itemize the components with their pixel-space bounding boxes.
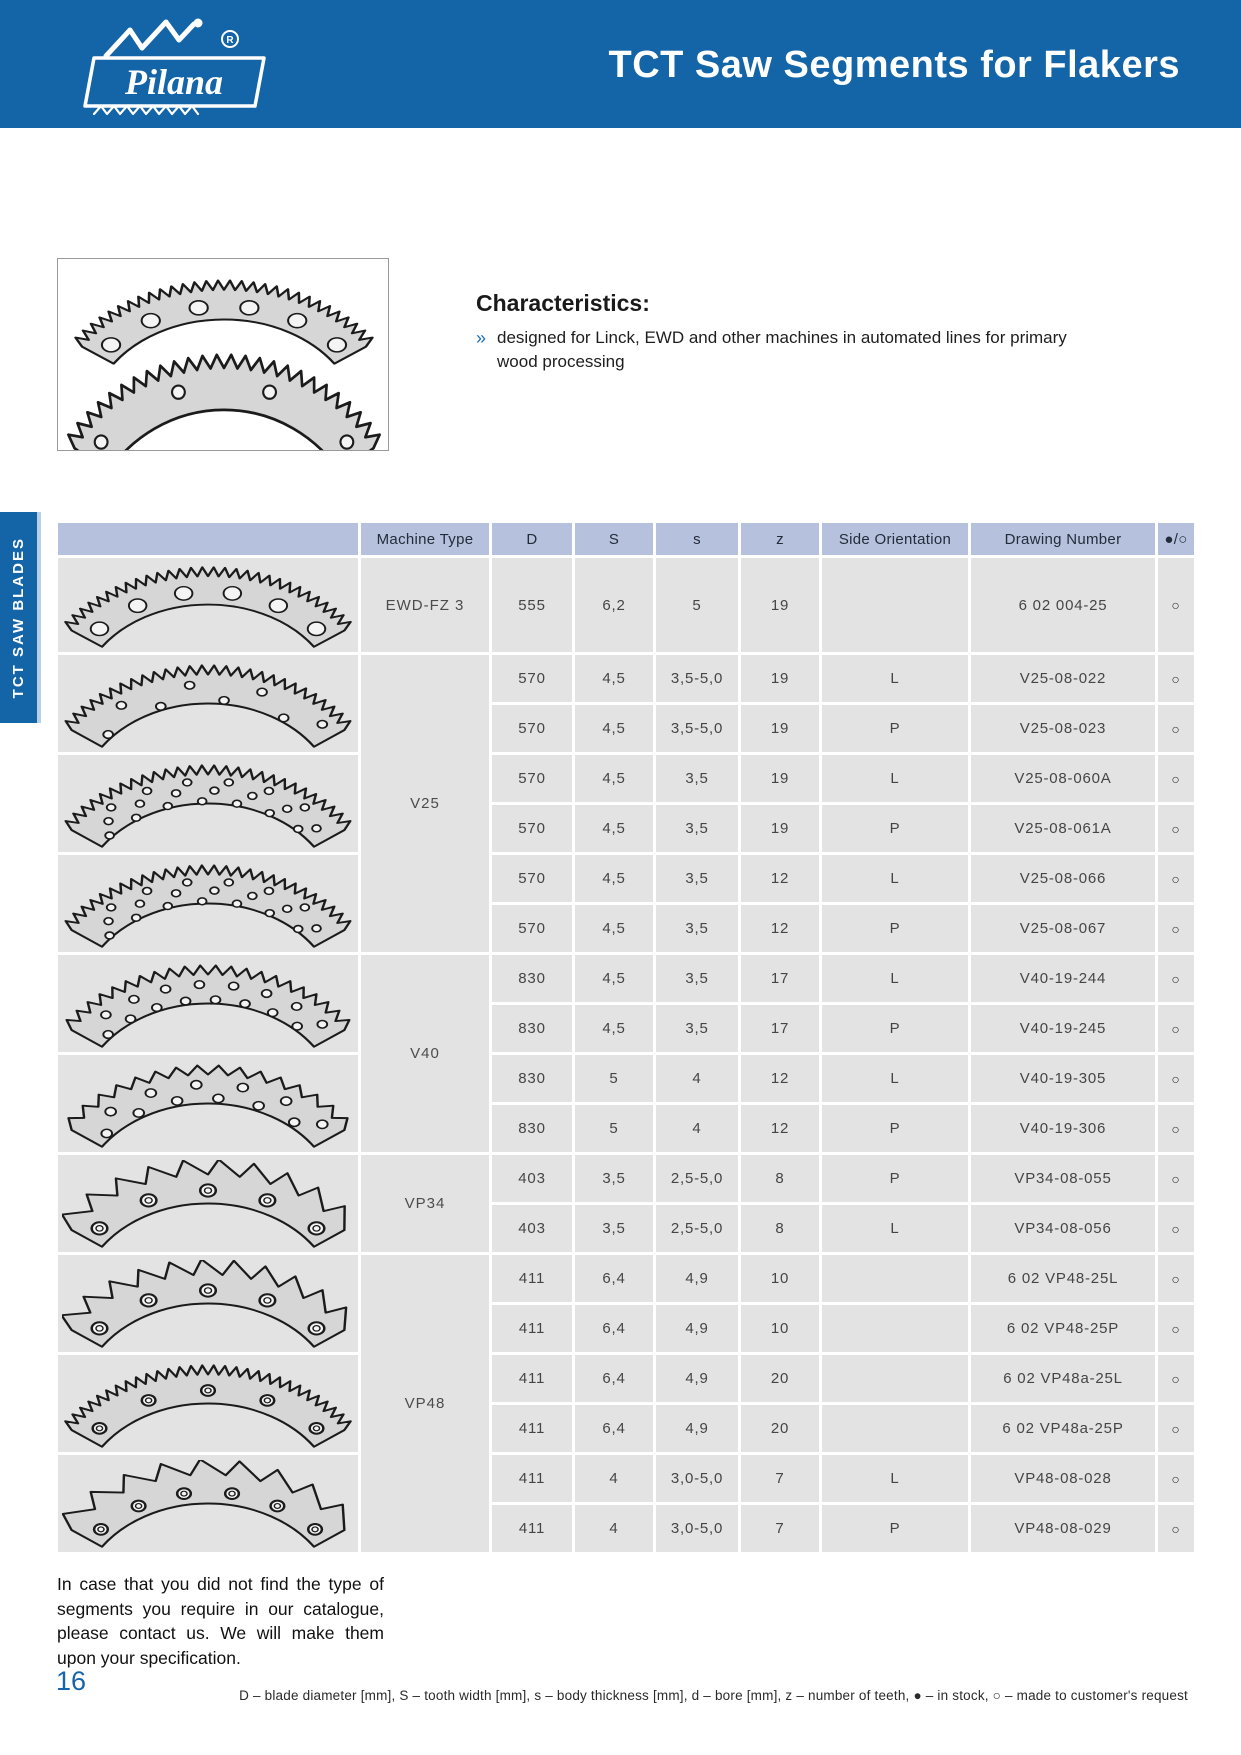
cell-side — [822, 1255, 968, 1302]
characteristics-section — [476, 290, 1116, 374]
cell-D: 830 — [492, 1105, 572, 1152]
cell-s: 3,0-5,0 — [656, 1505, 738, 1552]
cell-S: 6,4 — [575, 1255, 653, 1302]
column-header-image — [58, 523, 358, 555]
cell-D: 830 — [492, 955, 572, 1002]
cell-stock: ○ — [1158, 1355, 1194, 1402]
cell-side — [822, 1405, 968, 1452]
column-header-s: s — [656, 523, 738, 555]
table-row — [58, 558, 1194, 652]
cell-S: 4,5 — [575, 805, 653, 852]
cell-D: 570 — [492, 855, 572, 902]
cell-drawing: VP48-08-029 — [971, 1505, 1155, 1552]
table-row — [58, 755, 1194, 802]
cell-z: 7 — [741, 1455, 819, 1502]
saw-segment-icon — [62, 1060, 354, 1150]
segment-image-v40-a — [58, 955, 358, 1052]
saw-segment-icon — [62, 760, 354, 850]
cell-D: 403 — [492, 1155, 572, 1202]
cell-stock: ○ — [1158, 1005, 1194, 1052]
machine-type-cell: VP48 — [361, 1255, 489, 1552]
machine-type-cell: EWD-FZ 3 — [361, 558, 489, 652]
machine-type-cell: VP34 — [361, 1155, 489, 1252]
cell-z: 8 — [741, 1155, 819, 1202]
cell-z: 19 — [741, 755, 819, 802]
cell-drawing: 6 02 004-25 — [971, 558, 1155, 652]
cell-D: 411 — [492, 1505, 572, 1552]
cell-stock: ○ — [1158, 755, 1194, 802]
saw-segment-icon — [62, 562, 354, 650]
cell-s: 4,9 — [656, 1355, 738, 1402]
segment-image-v25-a — [58, 655, 358, 752]
cell-S: 5 — [575, 1105, 653, 1152]
cell-z: 20 — [741, 1355, 819, 1402]
cell-D: 403 — [492, 1205, 572, 1252]
table-row — [58, 955, 1194, 1002]
cell-S: 4,5 — [575, 855, 653, 902]
cell-stock: ○ — [1158, 1305, 1194, 1352]
cell-stock: ○ — [1158, 905, 1194, 952]
cell-D: 411 — [492, 1455, 572, 1502]
table-row — [58, 1055, 1194, 1102]
cell-stock: ○ — [1158, 855, 1194, 902]
cell-drawing: 6 02 VP48a-25P — [971, 1405, 1155, 1452]
cell-z: 19 — [741, 705, 819, 752]
cell-S: 6,4 — [575, 1355, 653, 1402]
cell-s: 4,9 — [656, 1255, 738, 1302]
cell-side — [822, 1355, 968, 1402]
table-row — [58, 855, 1194, 902]
cell-stock: ○ — [1158, 558, 1194, 652]
cell-side: L — [822, 655, 968, 702]
cell-stock: ○ — [1158, 1405, 1194, 1452]
cell-D: 411 — [492, 1355, 572, 1402]
characteristics-bullet — [476, 326, 1116, 374]
cell-S: 4,5 — [575, 705, 653, 752]
cell-z: 10 — [741, 1255, 819, 1302]
cell-stock: ○ — [1158, 1255, 1194, 1302]
segment-image-v25-b — [58, 755, 358, 852]
machine-type-cell: V25 — [361, 655, 489, 952]
cell-z: 17 — [741, 1005, 819, 1052]
cell-drawing: VP48-08-028 — [971, 1455, 1155, 1502]
segment-image-vp34 — [58, 1155, 358, 1252]
cell-side: P — [822, 1105, 968, 1152]
cell-stock: ○ — [1158, 1105, 1194, 1152]
cell-S: 4,5 — [575, 655, 653, 702]
cell-s: 4,9 — [656, 1305, 738, 1352]
cell-drawing: V25-08-066 — [971, 855, 1155, 902]
sidebar-tab-label: TCT SAW BLADES — [10, 536, 27, 699]
column-header-machine-type: Machine Type — [361, 523, 489, 555]
cell-drawing: V25-08-067 — [971, 905, 1155, 952]
segment-image-vp48-b — [58, 1355, 358, 1452]
cell-s: 4 — [656, 1105, 738, 1152]
cell-z: 12 — [741, 905, 819, 952]
table-row — [58, 1155, 1194, 1202]
cell-s: 2,5-5,0 — [656, 1205, 738, 1252]
cell-side: L — [822, 1055, 968, 1102]
page-title: TCT Saw Segments for Flakers — [608, 44, 1180, 86]
cell-D: 830 — [492, 1005, 572, 1052]
column-header-stock: ●/○ — [1158, 523, 1194, 555]
registered-mark: R — [226, 35, 234, 46]
cell-s: 3,5-5,0 — [656, 705, 738, 752]
table-row — [58, 1255, 1194, 1302]
cell-D: 830 — [492, 1055, 572, 1102]
table-row — [58, 655, 1194, 702]
cell-side: P — [822, 1505, 968, 1552]
saw-segment-photo-bottom — [64, 347, 384, 451]
cell-drawing: 6 02 VP48a-25L — [971, 1355, 1155, 1402]
cell-drawing: V40-19-305 — [971, 1055, 1155, 1102]
segment-image-vp48-c — [58, 1455, 358, 1552]
segment-image-ewd — [58, 558, 358, 652]
cell-D: 570 — [492, 805, 572, 852]
cell-side: P — [822, 1155, 968, 1202]
table-header-row — [58, 523, 1194, 555]
cell-drawing: VP34-08-056 — [971, 1205, 1155, 1252]
sidebar-tab-tct-saw-blades — [0, 512, 41, 723]
cell-z: 12 — [741, 855, 819, 902]
cell-side: L — [822, 955, 968, 1002]
page-number: 16 — [56, 1666, 87, 1696]
cell-z: 20 — [741, 1405, 819, 1452]
product-photo-box — [57, 258, 389, 451]
segment-image-v40-b — [58, 1055, 358, 1152]
segments-table — [55, 520, 1197, 1555]
cell-s: 4,9 — [656, 1405, 738, 1452]
cell-stock: ○ — [1158, 705, 1194, 752]
cell-z: 17 — [741, 955, 819, 1002]
segment-image-vp48-a — [58, 1255, 358, 1352]
cell-z: 19 — [741, 558, 819, 652]
cell-z: 19 — [741, 805, 819, 852]
cell-z: 19 — [741, 655, 819, 702]
cell-s: 3,5 — [656, 955, 738, 1002]
machine-type-cell: V40 — [361, 955, 489, 1152]
cell-stock: ○ — [1158, 1455, 1194, 1502]
cell-D: 411 — [492, 1305, 572, 1352]
table-row — [58, 1455, 1194, 1502]
cell-s: 3,5 — [656, 855, 738, 902]
bullet-marker: » — [476, 328, 487, 348]
pilana-logo-icon — [78, 14, 288, 119]
column-header-D: D — [492, 523, 572, 555]
saw-segment-icon — [62, 1460, 354, 1550]
cell-D: 555 — [492, 558, 572, 652]
cell-drawing: V40-19-244 — [971, 955, 1155, 1002]
cell-stock: ○ — [1158, 1505, 1194, 1552]
cell-s: 3,5 — [656, 905, 738, 952]
cell-side: L — [822, 755, 968, 802]
cell-side: P — [822, 905, 968, 952]
column-header-side-orientation: Side Orientation — [822, 523, 968, 555]
saw-segment-icon — [62, 1160, 354, 1250]
cell-S: 4 — [575, 1455, 653, 1502]
cell-stock: ○ — [1158, 655, 1194, 702]
cell-S: 6,2 — [575, 558, 653, 652]
cell-D: 570 — [492, 655, 572, 702]
cell-drawing: VP34-08-055 — [971, 1155, 1155, 1202]
footnote-legend: D – blade diameter [mm], S – tooth width [mm], s – body thickness [mm], d – bore [mm], z – number of teeth, ● – in stock, ○ – made to customer's request — [239, 1688, 1188, 1703]
segment-image-v25-c — [58, 855, 358, 952]
cell-drawing: V25-08-023 — [971, 705, 1155, 752]
cell-drawing: 6 02 VP48-25L — [971, 1255, 1155, 1302]
cell-drawing: V40-19-245 — [971, 1005, 1155, 1052]
cell-D: 411 — [492, 1255, 572, 1302]
saw-segment-icon — [62, 960, 354, 1050]
saw-segment-icon — [62, 660, 354, 750]
cell-stock: ○ — [1158, 1205, 1194, 1252]
cell-z: 12 — [741, 1105, 819, 1152]
cell-side: L — [822, 1205, 968, 1252]
cell-S: 3,5 — [575, 1205, 653, 1252]
cell-z: 12 — [741, 1055, 819, 1102]
contact-note: In case that you did not find the type of segments you require in our catalogue, please contact us. We will make them upon your specification. — [57, 1574, 384, 1668]
saw-segment-icon — [62, 860, 354, 950]
saw-segment-icon — [62, 1360, 354, 1450]
cell-S: 4,5 — [575, 755, 653, 802]
cell-stock: ○ — [1158, 1155, 1194, 1202]
cell-side: L — [822, 1455, 968, 1502]
characteristics-heading: Characteristics: — [476, 290, 650, 316]
segments-table-wrap — [55, 520, 1197, 1555]
cell-D: 411 — [492, 1405, 572, 1452]
cell-side: P — [822, 805, 968, 852]
table-row — [58, 1355, 1194, 1402]
logo-wordmark: Pilana — [124, 62, 224, 102]
cell-S: 4 — [575, 1505, 653, 1552]
cell-stock: ○ — [1158, 1055, 1194, 1102]
cell-S: 3,5 — [575, 1155, 653, 1202]
cell-side — [822, 558, 968, 652]
cell-z: 10 — [741, 1305, 819, 1352]
cell-D: 570 — [492, 705, 572, 752]
cell-s: 5 — [656, 558, 738, 652]
cell-S: 4,5 — [575, 955, 653, 1002]
cell-drawing: 6 02 VP48-25P — [971, 1305, 1155, 1352]
cell-side: P — [822, 1005, 968, 1052]
cell-S: 6,4 — [575, 1305, 653, 1352]
cell-drawing: V25-08-022 — [971, 655, 1155, 702]
cell-side: L — [822, 855, 968, 902]
cell-z: 8 — [741, 1205, 819, 1252]
cell-z: 7 — [741, 1505, 819, 1552]
cell-S: 6,4 — [575, 1405, 653, 1452]
cell-drawing: V40-19-306 — [971, 1105, 1155, 1152]
cell-stock: ○ — [1158, 955, 1194, 1002]
column-header-drawing-number: Drawing Number — [971, 523, 1155, 555]
cell-D: 570 — [492, 755, 572, 802]
cell-D: 570 — [492, 905, 572, 952]
cell-S: 4,5 — [575, 905, 653, 952]
cell-drawing: V25-08-060A — [971, 755, 1155, 802]
cell-side — [822, 1305, 968, 1352]
cell-stock: ○ — [1158, 805, 1194, 852]
cell-s: 3,5-5,0 — [656, 655, 738, 702]
cell-s: 2,5-5,0 — [656, 1155, 738, 1202]
column-header-z: z — [741, 523, 819, 555]
top-banner — [0, 0, 1241, 128]
cell-S: 5 — [575, 1055, 653, 1102]
cell-s: 3,5 — [656, 805, 738, 852]
saw-segment-icon — [62, 1260, 354, 1350]
characteristics-text: designed for Linck, EWD and other machines in automated lines for primary wood processing — [497, 328, 1067, 371]
cell-S: 4,5 — [575, 1005, 653, 1052]
cell-s: 3,5 — [656, 755, 738, 802]
cell-side: P — [822, 705, 968, 752]
cell-s: 3,0-5,0 — [656, 1455, 738, 1502]
cell-s: 4 — [656, 1055, 738, 1102]
cell-s: 3,5 — [656, 1005, 738, 1052]
cell-drawing: V25-08-061A — [971, 805, 1155, 852]
column-header-S: S — [575, 523, 653, 555]
